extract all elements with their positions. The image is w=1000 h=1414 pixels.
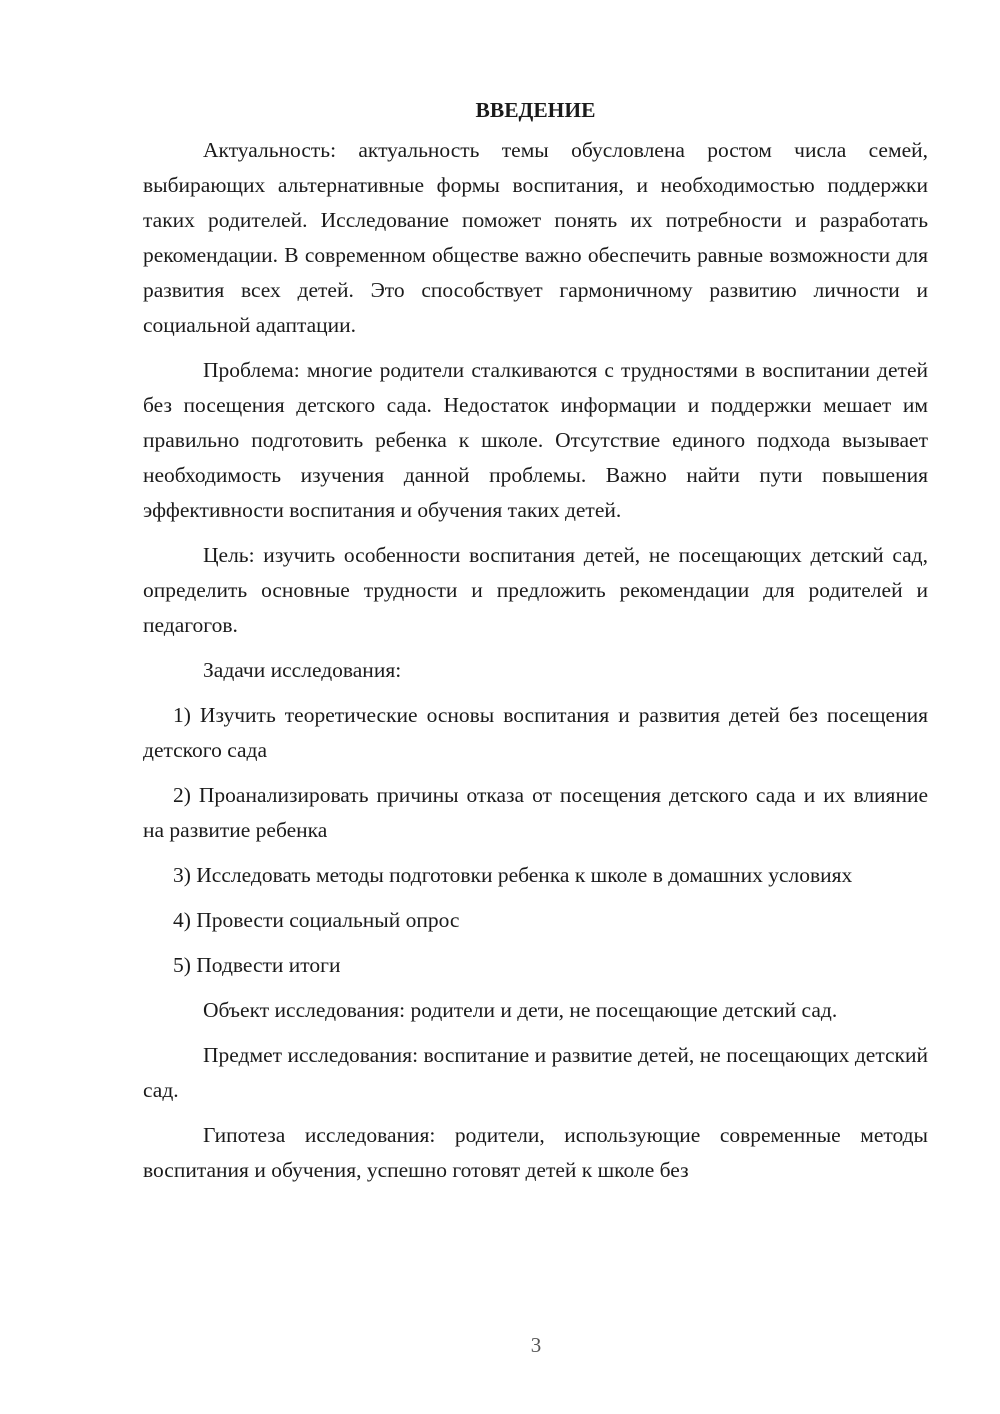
subject-paragraph: Предмет исследования: воспитание и развитие детей, не посещающих детский сад. [143, 1043, 928, 1102]
task-item-3: 3) Исследовать методы подготовки ребенка к школе в домашних условиях [173, 863, 853, 887]
hypothesis-paragraph: Гипотеза исследования: родители, использующие современные методы воспитания и обучения, успешно готовят детей к школе без [143, 1123, 928, 1182]
task-item-4: 4) Провести социальный опрос [173, 908, 460, 932]
page-number: 3 [530, 1333, 542, 1357]
problem-paragraph: Проблема: многие родители сталкиваются с трудностями в воспитании детей без посещения детского сада. Недостаток информации и поддержки мешает им правильно подготовить ребенка к школе. Отсутствие единого подхода вызывает необходимость изучения данной проблемы. Важно найти пути повышения эффективности воспитания и обучения таких детей. [143, 358, 928, 522]
tasks-heading: Задачи исследования: [203, 658, 402, 682]
task-item-1: 1) Изучить теоретические основы воспитания и развития детей без посещения детского сада [143, 703, 928, 762]
object-paragraph: Объект исследования: родители и дети, не посещающие детский сад. [203, 998, 838, 1022]
document-page [143, 93, 928, 1198]
task-item-2: 2) Проанализировать причины отказа от посещения детского сада и их влияние на развитие ребенка [143, 783, 928, 842]
task-item-5: 5) Подвести итоги [173, 953, 341, 977]
goal-paragraph: Цель: изучить особенности воспитания детей, не посещающих детский сад, определить основные трудности и предложить рекомендации для родителей и педагогов. [143, 543, 928, 637]
relevance-paragraph: Актуальность: актуальность темы обусловлена ростом числа семей, выбирающих альтернативные формы воспитания, и необходимостью поддержки таких родителей. Исследование поможет понять их потребности и разработать рекомендации. В современном обществе важно обеспечить равные возможности для развития всех детей. Это способствует гармоничному развитию личности и социальной адаптации. [143, 138, 928, 337]
section-title: ВВЕДЕНИЕ [475, 98, 596, 122]
